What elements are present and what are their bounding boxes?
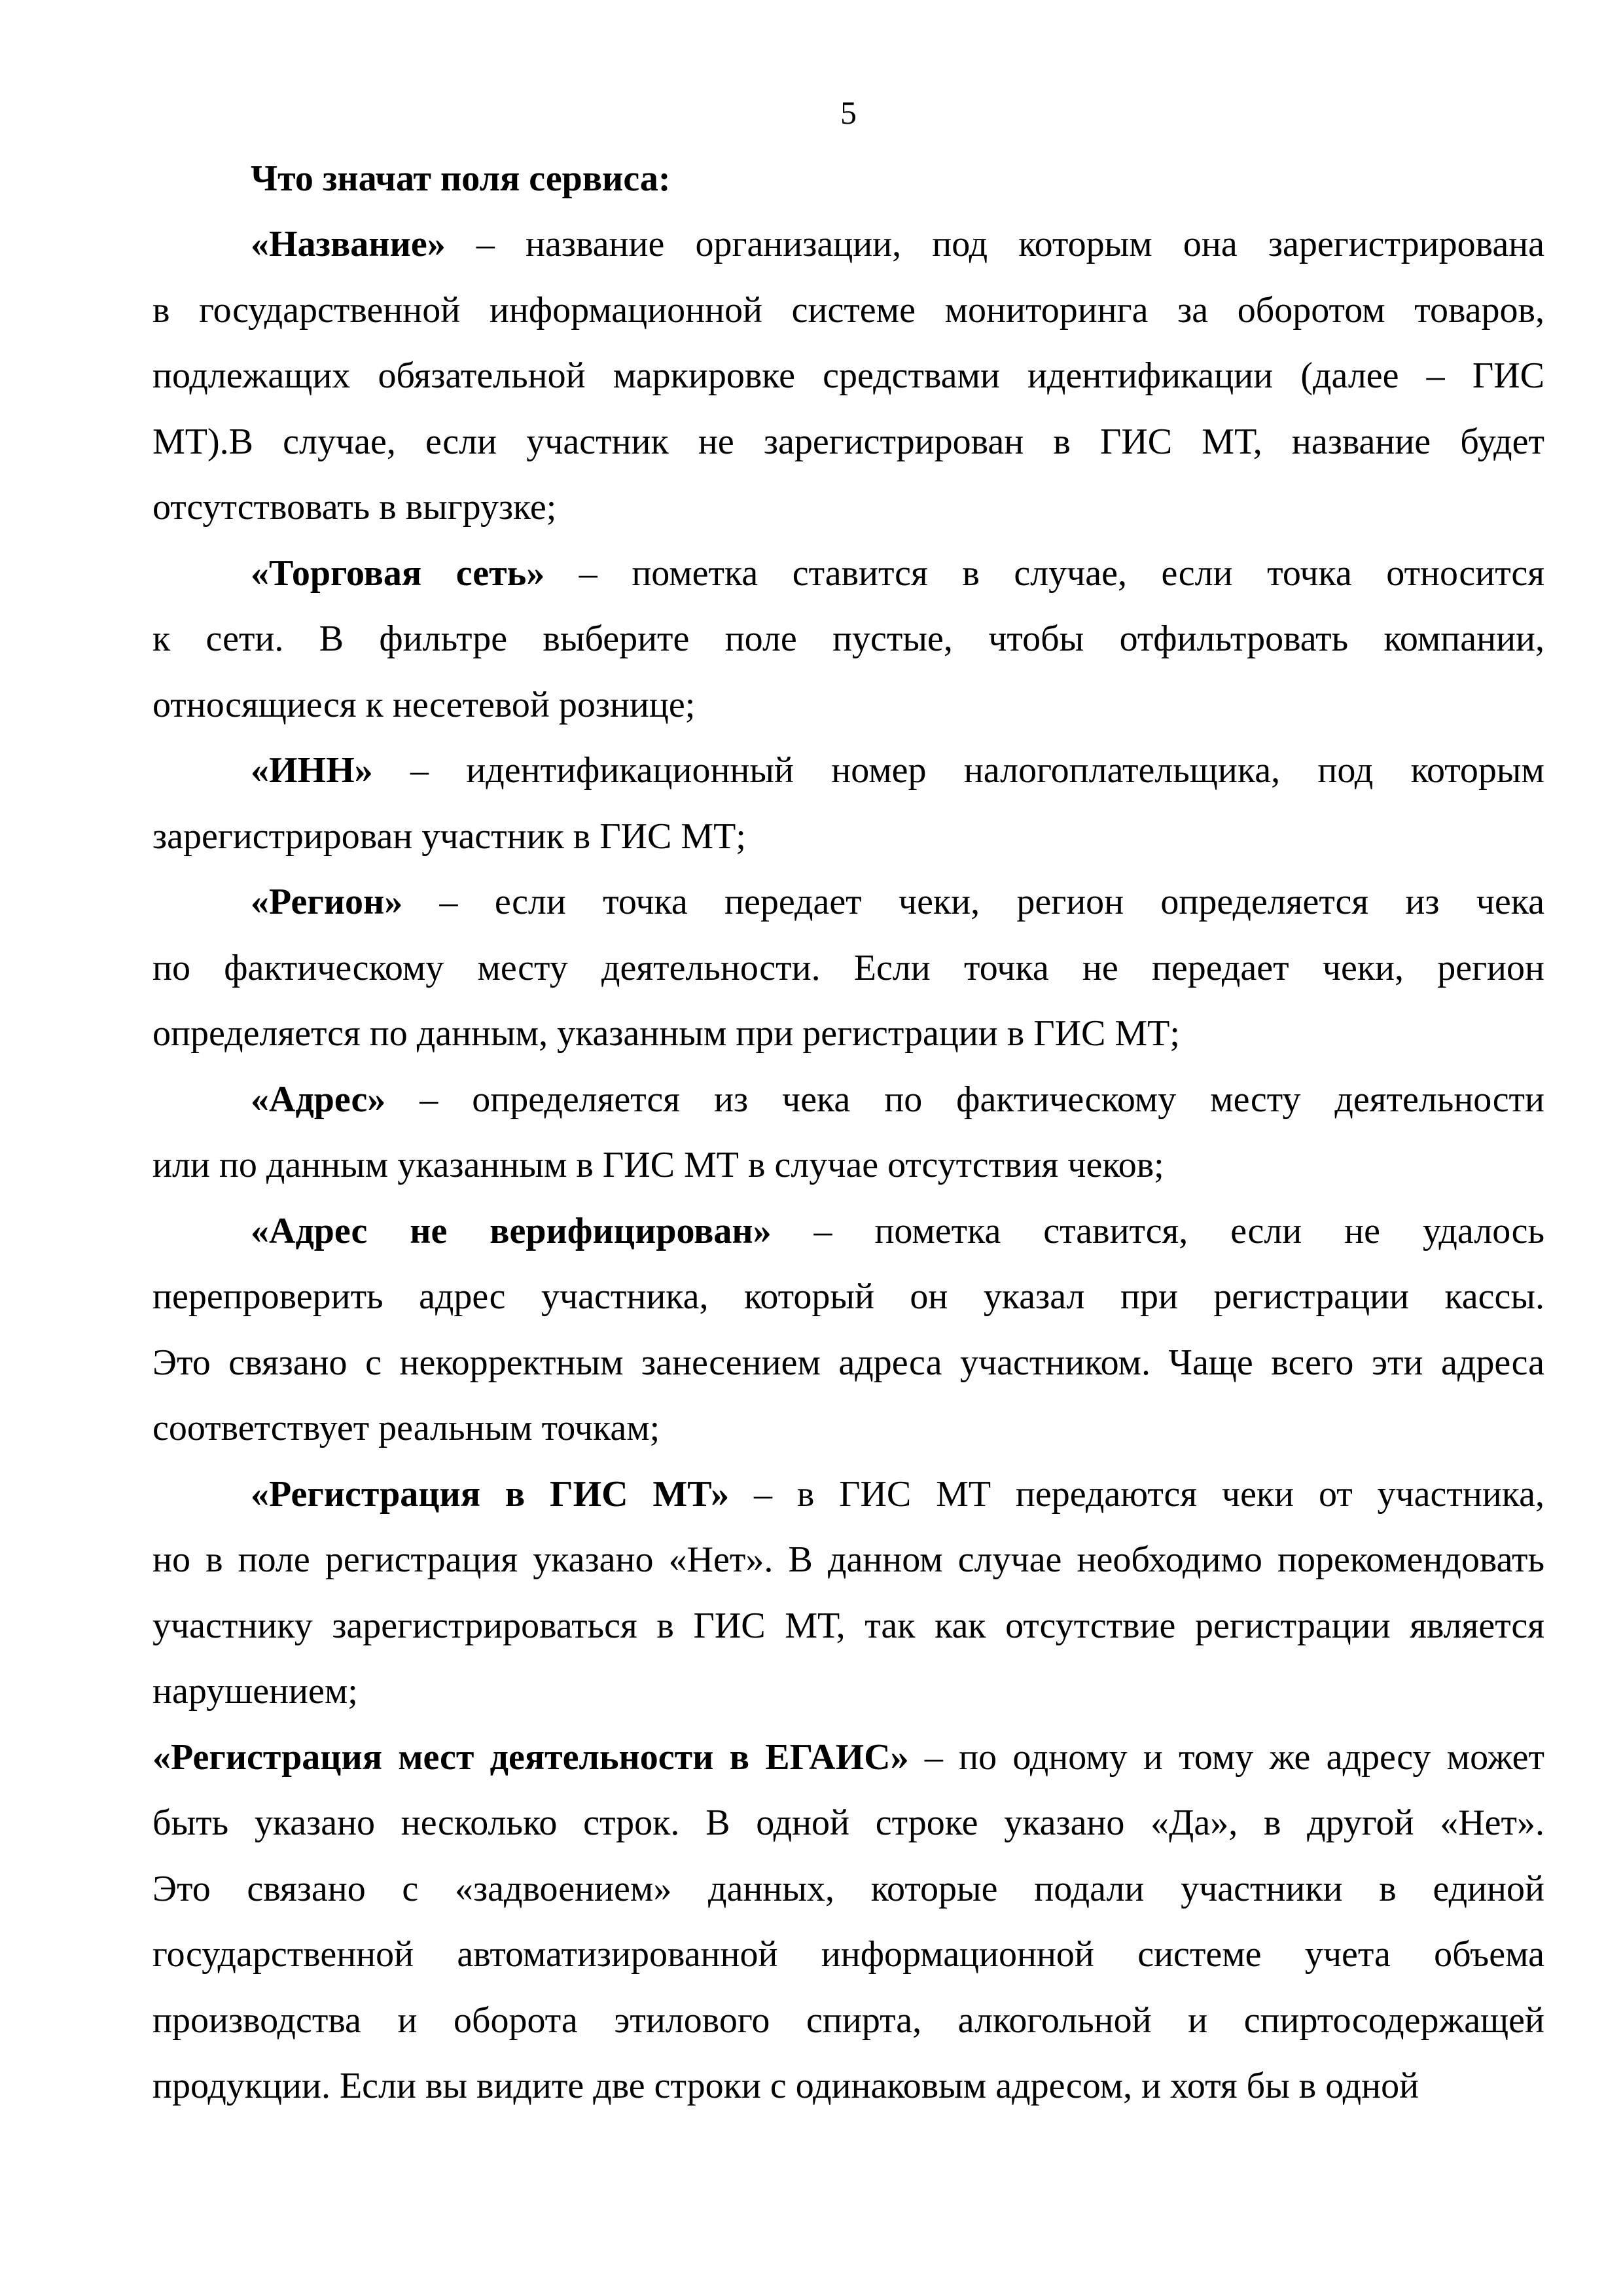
text-segment: но в поле регистрация указано «Нет». В данном случае необходимо порекомендовать	[152, 1539, 1544, 1580]
bold-term: «Регистрация в ГИС МТ»	[251, 1473, 730, 1515]
text-line	[152, 1856, 1544, 1922]
text-line	[152, 211, 1544, 278]
text-line	[152, 1001, 1544, 1067]
text-segment: – пометка ставится, если не удалось	[771, 1210, 1544, 1251]
text-segment: продукции. Если вы видите две строки с одинаковым адресом, и хотя бы в одной	[152, 2066, 1419, 2106]
text-segment: нарушением;	[152, 1671, 358, 1712]
text-line	[152, 2053, 1544, 2119]
text-line	[152, 738, 1544, 804]
text-line	[152, 672, 1544, 738]
text-line	[152, 804, 1544, 870]
text-line	[152, 606, 1544, 672]
text-line	[152, 869, 1544, 935]
text-line	[152, 1659, 1544, 1725]
text-line	[152, 935, 1544, 1001]
text-line	[152, 1790, 1544, 1856]
text-line	[152, 343, 1544, 409]
text-segment: Это связано с «задвоением» данных, которые подали участники в единой	[152, 1868, 1544, 1909]
text-line	[152, 1395, 1544, 1462]
text-segment: участнику зарегистрироваться в ГИС МТ, так как отсутствие регистрации является	[152, 1605, 1544, 1646]
text-line	[152, 1988, 1544, 2054]
text-line	[152, 1527, 1544, 1593]
text-line	[152, 1330, 1544, 1396]
text-segment: государственной автоматизированной информационной системе учета объема	[152, 1934, 1544, 1975]
text-segment: подлежащих обязательной маркировке средствами идентификации (далее – ГИС	[152, 355, 1544, 396]
text-segment: – определяется из чека по фактическому месту деятельности	[385, 1079, 1544, 1120]
text-segment: 5	[840, 94, 857, 131]
text-segment: Это связано с некорректным занесением адреса участником. Чаще всего эти адреса	[152, 1342, 1544, 1383]
text-segment: – идентификационный номер налогоплательщика, под которым	[372, 750, 1544, 791]
bold-term: «Регион»	[251, 882, 403, 922]
text-segment: соответствует реальным точкам;	[152, 1408, 660, 1448]
text-line	[152, 1725, 1544, 1791]
page-content	[152, 80, 1544, 2119]
heading	[152, 146, 1544, 212]
bold-term: «ИНН»	[251, 750, 373, 791]
text-segment: – пометка ставится в случае, если точка относится	[544, 552, 1545, 594]
bold-term: «Регистрация мест деятельности в ЕГАИС»	[152, 1736, 909, 1778]
text-segment: – в ГИС МТ передаются чеки от участника,	[729, 1473, 1545, 1515]
text-segment: определяется по данным, указанным при регистрации в ГИС МТ;	[152, 1013, 1180, 1054]
bold-term: «Адрес»	[251, 1079, 386, 1120]
text-segment: производства и оборота этилового спирта, алкогольной и спиртосодержащей	[152, 2000, 1544, 2041]
text-line	[152, 475, 1544, 541]
text-segment: быть указано несколько строк. В одной строке указано «Да», в другой «Нет».	[152, 1803, 1544, 1843]
bold-term: «Название»	[251, 224, 446, 264]
text-line	[152, 1132, 1544, 1198]
bold-term: Что значат поля сервиса:	[251, 158, 671, 199]
text-segment: или по данным указанным в ГИС МТ в случае отсутствия чеков;	[152, 1145, 1164, 1185]
text-segment: – название организации, под которым она зарегистрирована	[445, 224, 1544, 264]
text-line	[152, 1198, 1544, 1265]
text-segment: к сети. В фильтре выберите поле пустые, чтобы отфильтровать компании,	[152, 619, 1544, 659]
text-line	[152, 541, 1544, 607]
text-segment: зарегистрирован участник в ГИС МТ;	[152, 816, 746, 857]
text-segment: – по одному и тому же адресу может	[908, 1736, 1544, 1778]
text-segment: относящиеся к несетевой рознице;	[152, 684, 696, 725]
text-line	[152, 1462, 1544, 1528]
text-line	[152, 1922, 1544, 1988]
text-line	[152, 409, 1544, 475]
text-segment: – если точка передает чеки, регион определяется из чека	[402, 882, 1544, 922]
text-segment: перепроверить адрес участника, который он указал при регистрации кассы.	[152, 1276, 1544, 1317]
bold-term: «Адрес не верифицирован»	[251, 1210, 772, 1251]
text-line	[152, 278, 1544, 344]
text-segment: отсутствовать в выгрузке;	[152, 487, 557, 528]
text-segment: МТ).В случае, если участник не зарегистрирован в ГИС МТ, название будет	[152, 421, 1544, 462]
bold-term: «Торговая сеть»	[251, 552, 545, 594]
text-line	[152, 1067, 1544, 1133]
text-segment: по фактическому месту деятельности. Если точка не передает чеки, регион	[152, 947, 1544, 988]
page-number	[152, 80, 1544, 146]
text-line	[152, 1593, 1544, 1659]
text-segment: в государственной информационной системе мониторинга за оборотом товаров,	[152, 289, 1544, 331]
text-line	[152, 1264, 1544, 1330]
